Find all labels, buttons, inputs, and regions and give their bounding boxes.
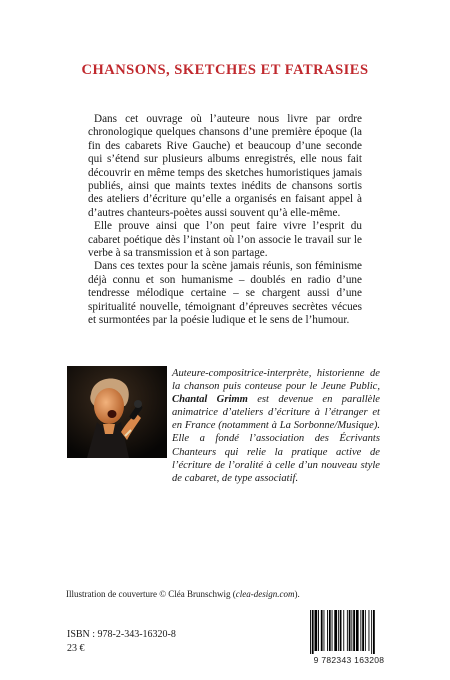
- author-bio: [172, 367, 380, 485]
- price: 23 €: [67, 643, 85, 654]
- back-cover-blurb: [88, 113, 362, 328]
- blurb-paragraph: Elle prouve ainsi que l’on peut faire vivre l’esprit du cabaret poétique dès l’instant où l’on associe le travail sur le verbe à sa transmission et à son partage.: [88, 220, 362, 260]
- credit-end: ).: [294, 589, 300, 599]
- credit-text: Illustration de couverture © Cléa Brunschwig (: [66, 589, 236, 599]
- barcode-number: 9 782343 163208: [313, 655, 385, 665]
- credit-site: clea-design.com: [235, 589, 295, 599]
- author-name: Chantal Grimm: [172, 394, 248, 406]
- blurb-paragraph: Dans cet ouvrage où l’auteure nous livre par ordre chronologique quelques chansons d’une première époque (la fin des cabarets Rive Gauche) et beaucoup d’une seconde qui s’étend sur plusieurs albums enregistrés, elle nous fait découvrir en même temps des sketches humoristiques jamais publiés, ainsi que maints textes inédits de chansons sortis des ateliers d’écriture qu’elle a organisés en faisant appel à d’autres chanteurs-poètes aussi souvent qu’à elle-même.: [88, 113, 362, 219]
- bio-text: Auteure-compositrice-interprète, historienne de la chanson puis conteuse pour le Jeune Public,: [172, 368, 380, 393]
- isbn-number: ISBN : 978-2-343-16320-8: [67, 629, 176, 640]
- barcode-bars: [306, 610, 392, 654]
- cover-credit: [66, 589, 300, 599]
- book-title: CHANSONS, SKETCHES ET FATRASIES: [81, 62, 369, 78]
- bio-text: ). Elle a fondé l’association des Écrivants Chanteurs qui relie la pratique active de l’écriture de l’oralité à celle d’un nouveau style de cabaret, de type associatif.: [172, 420, 380, 484]
- author-photo: [67, 366, 167, 458]
- barcode: [306, 610, 392, 666]
- bio-venue: La Sorbonne/Musique: [279, 420, 374, 432]
- author-photo-image: [67, 366, 167, 458]
- blurb-paragraph: Dans ces textes pour la scène jamais réunis, son féminisme déjà connu et son humanisme – doublés en radio d’une tendresse mélodique certaine – se chargent aussi d’une spiritualité nouvelle, témoignant d’épreuves secrètes vécues et surmontées par la poésie ludique et le sens de l’humour.: [88, 260, 362, 327]
- isbn-block: [67, 628, 176, 656]
- bio-text: est devenue en parallèle animatrice d’ateliers d’écriture à l’étranger et en France (notamment à: [172, 394, 380, 432]
